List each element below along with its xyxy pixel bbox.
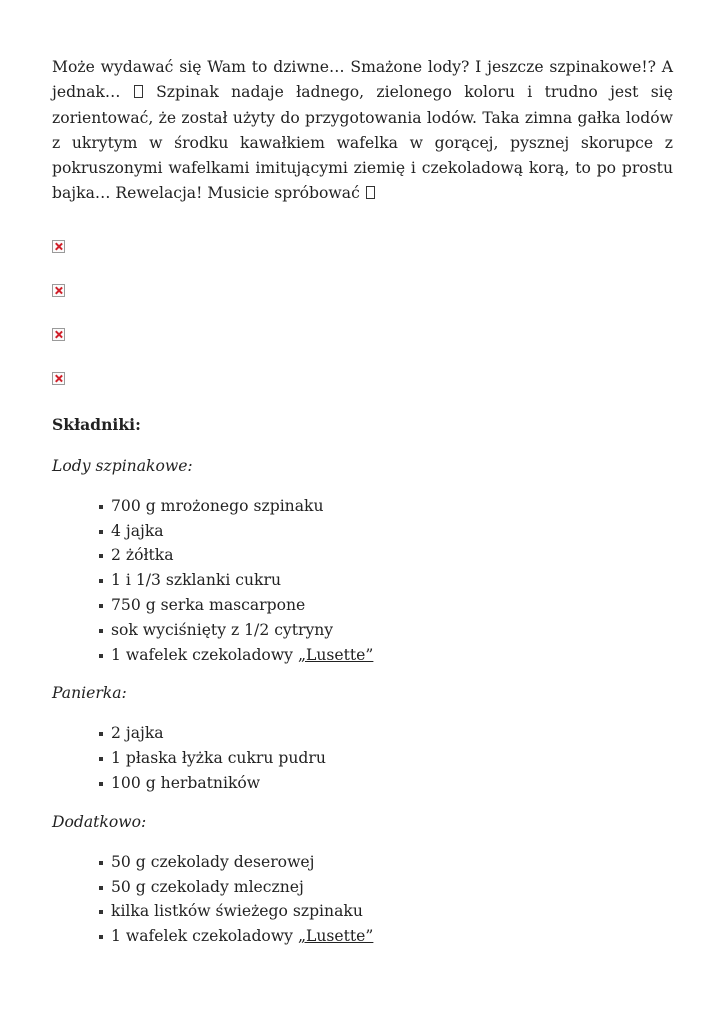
section-title-ice-cream: Lody szpinakowe: [52, 456, 193, 475]
article [52, 55, 673, 949]
broken-image-icon[interactable] [52, 284, 65, 297]
lusette-link[interactable]: „Lusette” [297, 645, 374, 664]
list-item: 1 i 1/3 szklanki cukru [99, 568, 673, 593]
emoji-placeholder-icon [366, 186, 375, 199]
list-item: 50 g czekolady mlecznej [99, 875, 673, 900]
broken-image-icon[interactable] [52, 240, 65, 253]
intro-paragraph [52, 55, 673, 207]
image-gallery [52, 240, 673, 385]
list-item: 2 jajka [99, 721, 673, 746]
list-item: 50 g czekolady deserowej [99, 850, 673, 875]
list-item: kilka listków świeżego szpinaku [99, 899, 673, 924]
list-item: 1 płaska łyżka cukru pudru [99, 746, 673, 771]
emoji-placeholder-icon [134, 85, 143, 98]
broken-image-icon[interactable] [52, 328, 65, 341]
broken-image-icon[interactable] [52, 372, 65, 385]
list-item-text: 1 wafelek czekoladowy [111, 645, 298, 664]
ingredients-heading: Składniki: [52, 414, 141, 434]
section-title-coating: Panierka: [52, 684, 127, 703]
list-item: 750 g serka mascarpone [99, 593, 673, 618]
list-item-text: 1 wafelek czekoladowy [111, 927, 298, 946]
section-title-extras: Dodatkowo: [52, 812, 147, 831]
list-item: 4 jajka [99, 519, 673, 544]
intro-text-2: Szpinak nadaje ładnego, zielonego koloru i trudno jest się zorientować, że został użyty do przygotowania lodów. Taka zimna gałka lodów z ukrytym w środku kawałkiem wafelka w gorącej, pysznej skorupce z pokruszonymi wafelkami imitującymi ziemię i czekoladową korą, to po prostu bajka… Rewelacja! Musicie spróbować [52, 83, 673, 203]
list-item [99, 643, 673, 668]
ingredient-list-ice-cream [52, 494, 673, 668]
intro-text-1: Może wydawać się Wam to dziwne… Smażone lody? I jeszcze szpinakowe!? A jednak… [52, 58, 673, 102]
list-item: sok wyciśnięty z 1/2 cytryny [99, 618, 673, 643]
list-item [99, 924, 673, 949]
ingredient-list-extras [52, 850, 673, 949]
list-item: 2 żółtka [99, 543, 673, 568]
ingredient-list-coating [52, 721, 673, 795]
lusette-link[interactable]: „Lusette” [297, 927, 374, 946]
list-item: 100 g herbatników [99, 771, 673, 796]
list-item: 700 g mrożonego szpinaku [99, 494, 673, 519]
